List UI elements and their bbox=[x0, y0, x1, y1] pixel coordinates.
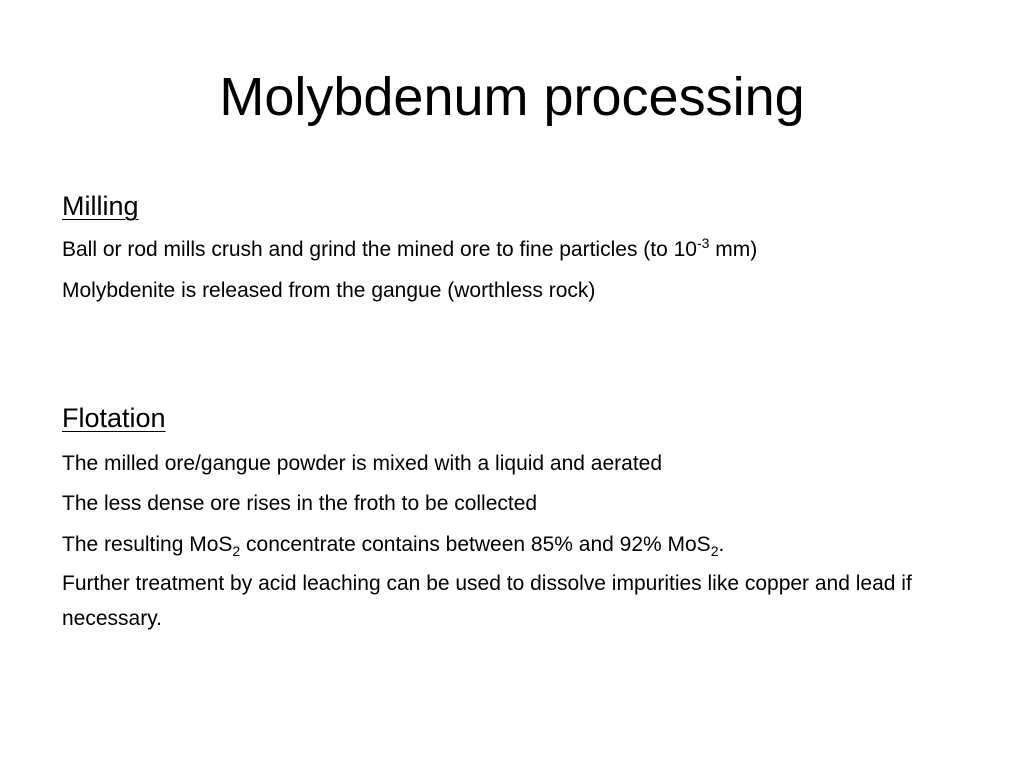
flotation-line-3-a: The resulting MoS bbox=[62, 533, 233, 556]
flotation-line-3-b: concentrate contains between 85% and 92% MoS bbox=[240, 533, 711, 556]
exponent: -3 bbox=[696, 235, 710, 251]
milling-line-1 bbox=[62, 235, 962, 265]
subscript-2: 2 bbox=[232, 543, 241, 559]
flotation-heading: Flotation bbox=[62, 403, 166, 433]
flotation-line-4: Further treatment by acid leaching can be used to dissolve impurities like copper and lead if necessary. bbox=[62, 572, 912, 630]
slide-title: Molybdenum processing bbox=[219, 67, 805, 127]
flotation-line-1: The milled ore/gangue powder is mixed with a liquid and aerated bbox=[62, 452, 663, 475]
milling-line-2: Molybdenite is released from the gangue (worthless rock) bbox=[62, 279, 596, 302]
milling-heading: Milling bbox=[62, 191, 139, 221]
flotation-line-3-c: . bbox=[718, 533, 725, 556]
flotation-line-3 bbox=[62, 530, 962, 560]
milling-line-1-text: Ball or rod mills crush and grind the mined ore to fine particles (to 10 bbox=[62, 238, 697, 261]
subscript-2: 2 bbox=[710, 543, 719, 559]
milling-line-1-unit: mm) bbox=[709, 238, 758, 261]
flotation-line-2: The less dense ore rises in the froth to be collected bbox=[62, 492, 538, 515]
